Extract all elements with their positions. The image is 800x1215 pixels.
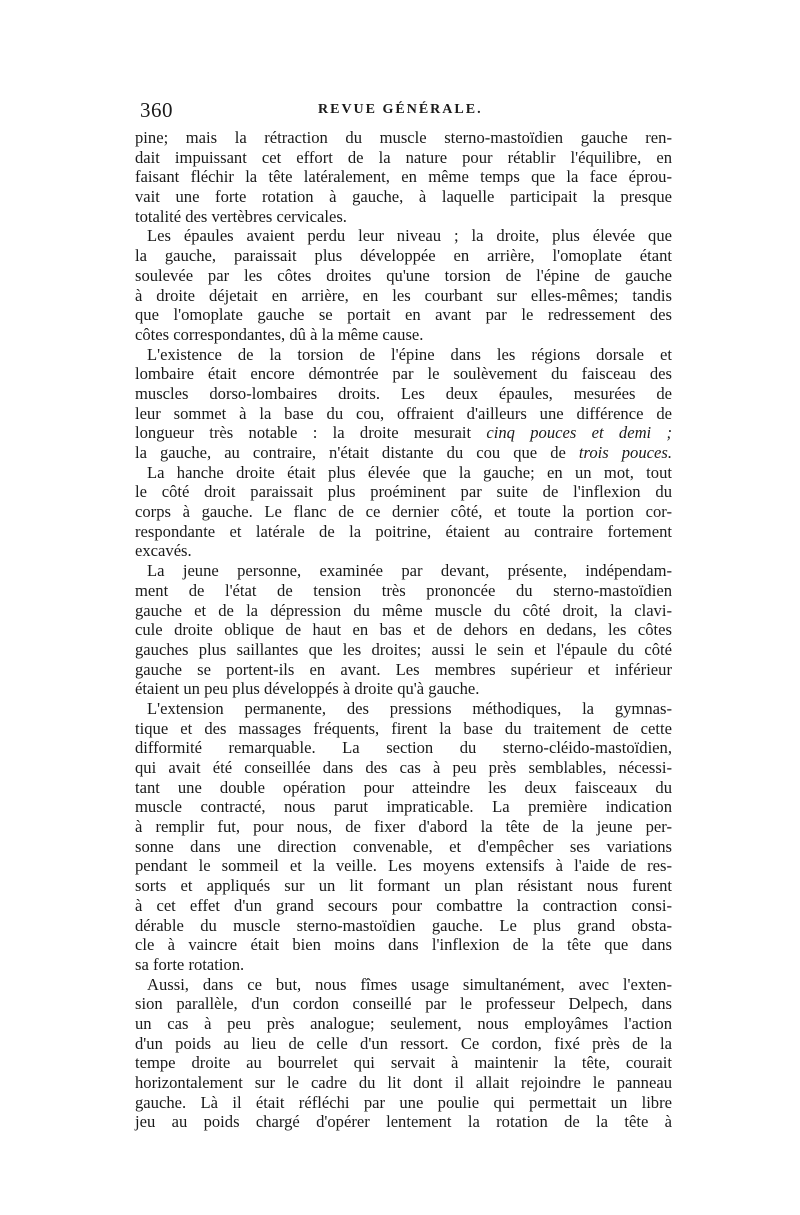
text-line: la gauche, paraissait plus développée en arrière, l'omoplate étant — [135, 246, 672, 266]
journal-title: REVUE GÉNÉRALE. — [318, 102, 483, 117]
text-line: dérable du muscle sterno-mastoïdien gauche. Le plus grand obsta- — [135, 915, 672, 935]
text-line: gauche se portent-ils en avant. Les membres supérieur et inférieur — [135, 659, 672, 679]
text-line: sonne dans une direction convenable, et d'empêcher ses variations — [135, 836, 672, 856]
text-line: gauche. Là il était réfléchi par une poulie qui permettait un libre — [135, 1092, 672, 1112]
text-line: leur sommet à la base du cou, offraient d'ailleurs une différence de — [135, 403, 672, 423]
text-line: respondante et latérale de la poitrine, étaient au contraire fortement — [135, 521, 672, 541]
running-head — [140, 98, 680, 120]
text-line: dait impuissant cet effort de la nature pour rétablir l'équilibre, en — [135, 147, 672, 167]
text-line: difformité remarquable. La section du sterno-cléido-mastoïdien, — [135, 738, 672, 758]
emphasis-text: trois pouces. — [578, 443, 672, 462]
text-line: pine; mais la rétraction du muscle sterno-mastoïdien gauche ren- — [135, 128, 672, 147]
text-line: faisant fléchir la tête latéralement, en même temps que la face éprou- — [135, 167, 672, 187]
text-line: pendant le sommeil et la veille. Les moyens extensifs à l'aide de res- — [135, 856, 672, 876]
text-line: le côté droit paraissait plus proéminent par suite de l'inflexion du — [135, 482, 672, 502]
text-line: L'extension permanente, des pressions méthodiques, la gymnas- — [147, 698, 672, 718]
text-line: sa forte rotation. — [135, 954, 245, 974]
text-line: vait une forte rotation à gauche, à laquelle participait la presque — [135, 187, 672, 207]
text-line: ment de l'état de tension très prononcée du sterno-mastoïdien — [135, 580, 672, 600]
text-line: La jeune personne, examinée par devant, présente, indépendam- — [147, 561, 672, 581]
emphasis-text: cinq pouces et demi ; — [486, 423, 672, 443]
text-line: corps à gauche. Le flanc de ce dernier côté, et toute la portion cor- — [135, 502, 672, 522]
text-line: que l'omoplate gauche se portait en avant par le redressement des — [135, 305, 672, 325]
text-line: un cas à peu près analogue; seulement, nous employâmes l'action — [135, 1013, 672, 1033]
text-line — [135, 423, 672, 443]
text-line: muscles dorso-lombaires droits. Les deux épaules, mesurées de — [135, 383, 672, 403]
body-text — [135, 128, 672, 1132]
text-line: horizontalement sur le cadre du lit dont il allait rejoindre le panneau — [135, 1073, 672, 1092]
text-line: tant une double opération pour atteindre les deux faisceaux du — [135, 777, 672, 797]
text-line: muscle contracté, nous parut impraticable. La première indication — [135, 797, 672, 817]
text-line: soulevée par les côtes droites qu'une torsion de l'épine de gauche — [135, 265, 672, 285]
page-number: 360 — [140, 98, 173, 122]
text-line-segment: la gauche, au contraire, n'était distante du cou que de — [135, 443, 579, 462]
text-line: sion parallèle, d'un cordon conseillé par le professeur Delpech, dans — [135, 994, 672, 1014]
text-line: à remplir fut, pour nous, de fixer d'abord la tête de la jeune per- — [135, 817, 672, 837]
text-line: excavés. — [135, 541, 192, 561]
text-line: gauches plus saillantes que les droites; aussi le sein et l'épaule du côté — [135, 639, 672, 659]
text-line: étaient un peu plus développés à droite qu'à gauche. — [135, 679, 480, 699]
text-line: Aussi, dans ce but, nous fîmes usage simultanément, avec l'exten- — [147, 974, 672, 994]
text-line: La hanche droite était plus élevée que la gauche; en un mot, tout — [147, 462, 672, 482]
text-line: côtes correspondantes, dû à la même cause. — [135, 324, 424, 344]
text-line: qui avait été conseillée dans des cas à peu près semblables, nécessi- — [135, 758, 672, 777]
text-line: L'existence de la torsion de l'épine dans les régions dorsale et — [147, 344, 672, 364]
text-line-segment: longueur très notable : la droite mesurait — [135, 423, 487, 443]
text-line: à droite déjetait en arrière, en les courbant sur elles-mêmes; tandis — [135, 285, 672, 305]
text-line: cule droite oblique de haut en bas et de dehors en dedans, les côtes — [135, 620, 672, 640]
text-line — [135, 443, 672, 463]
text-line: Les épaules avaient perdu leur niveau ; la droite, plus élevée que — [147, 226, 672, 246]
text-line: d'un poids au lieu de celle d'un ressort. Ce cordon, fixé près de la — [135, 1033, 672, 1053]
text-line: tique et des massages fréquents, firent la base du traitement de cette — [135, 718, 672, 738]
text-line: tempe droite au bourrelet qui servait à maintenir la tête, courait — [135, 1053, 672, 1073]
text-line: jeu au poids chargé d'opérer lentement la rotation de la tête à — [135, 1112, 672, 1132]
text-line: totalité des vertèbres cervicales. — [135, 206, 347, 226]
text-line: cle à vaincre était bien moins dans l'inflexion de la tête que dans — [135, 935, 672, 955]
text-line: sorts et appliqués sur un lit formant un plan résistant nous furent — [135, 876, 672, 896]
text-line: gauche et de la dépression du même muscle du côté droit, la clavi- — [135, 600, 672, 620]
text-line: lombaire était encore démontrée par le soulèvement du faisceau des — [135, 364, 672, 384]
text-line: à cet effet d'un grand secours pour combattre la contraction consi- — [135, 895, 672, 915]
